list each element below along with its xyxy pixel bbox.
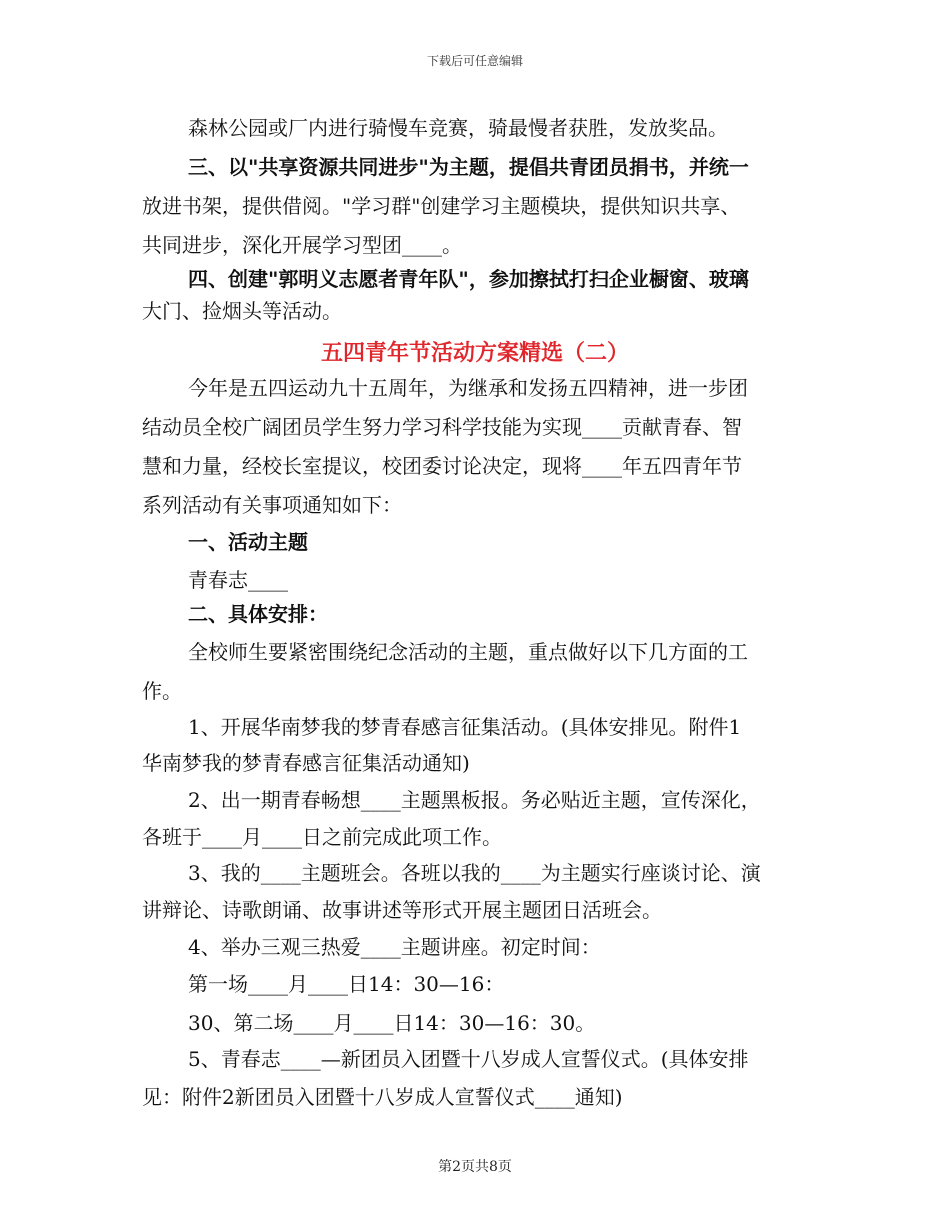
paragraph-line: 慧和力量，经校长室提议，校团委讨论决定，现将____年五四青年节 <box>142 454 742 478</box>
paragraph-line: 4、举办三观三热爱____主题讲座。初定时间： <box>188 935 601 959</box>
paragraph-line: 2、出一期青春畅想____主题黑板报。务必贴近主题，宣传深化， <box>188 788 761 812</box>
paragraph-line: 讲辩论、诗歌朗诵、故事讲述等形式开展主题团日活班会。 <box>142 898 662 922</box>
paragraph-line: 今年是五四运动九十五周年，为继承和发扬五四精神，进一步团 <box>188 376 748 400</box>
paragraph-line: 3、我的____主题班会。各班以我的____为主题实行座谈讨论、演 <box>188 861 761 885</box>
paragraph-line: 系列活动有关事项通知如下： <box>142 493 402 517</box>
paragraph-line: 作。 <box>142 679 182 703</box>
paragraph-line: 青春志____ <box>188 568 288 592</box>
paragraph-line: 华南梦我的梦青春感言征集活动通知) <box>142 751 470 775</box>
paragraph-line: 第一场____月____日14：30—16： <box>188 972 505 996</box>
section-heading: 二、具体安排： <box>188 602 328 626</box>
page-header: 下载后可任意编辑 <box>426 54 523 68</box>
paragraph-line: 结动员全校广阔团员学生努力学习科学技能为实现____贡献青春、智 <box>142 415 742 439</box>
paragraph-line: 全校师生要紧密围绕纪念活动的主题，重点做好以下几方面的工 <box>188 640 748 664</box>
paragraph-line: 四、创建"郭明义志愿者青年队"，参加擦拭打扫企业橱窗、玻璃 <box>188 267 749 291</box>
paragraph-line: 1、开展华南梦我的梦青春感言征集活动。(具体安排见。附件1 <box>188 715 742 739</box>
paragraph-line: 30、第二场____月____日14：30—16：30。 <box>188 1011 596 1035</box>
section-title: 五四青年节活动方案精选（二） <box>320 340 629 366</box>
paragraph-line: 5、青春志____—新团员入团暨十八岁成人宣誓仪式。(具体安排 <box>188 1047 749 1071</box>
paragraph-line: 放进书架，提供借阅。"学习群"创建学习主题模块，提供知识共享、 <box>142 194 741 218</box>
paragraph-line: 共同进步，深化开展学习型团____。 <box>142 233 462 257</box>
paragraph-line: 各班于____月____日之前完成此项工作。 <box>142 825 502 849</box>
paragraph-line: 森林公园或厂内进行骑慢车竞赛，骑最慢者获胜，发放奖品。 <box>188 116 728 140</box>
paragraph-line: 三、以"共享资源共同进步"为主题，提倡共青团员捐书，并统一 <box>188 155 749 179</box>
paragraph-line: 大门、捡烟头等活动。 <box>142 299 342 323</box>
section-heading: 一、活动主题 <box>188 530 308 554</box>
page-footer: 第2页共8页 <box>438 1159 512 1175</box>
paragraph-line: 见：附件2新团员入团暨十八岁成人宣誓仪式____通知) <box>142 1085 623 1109</box>
